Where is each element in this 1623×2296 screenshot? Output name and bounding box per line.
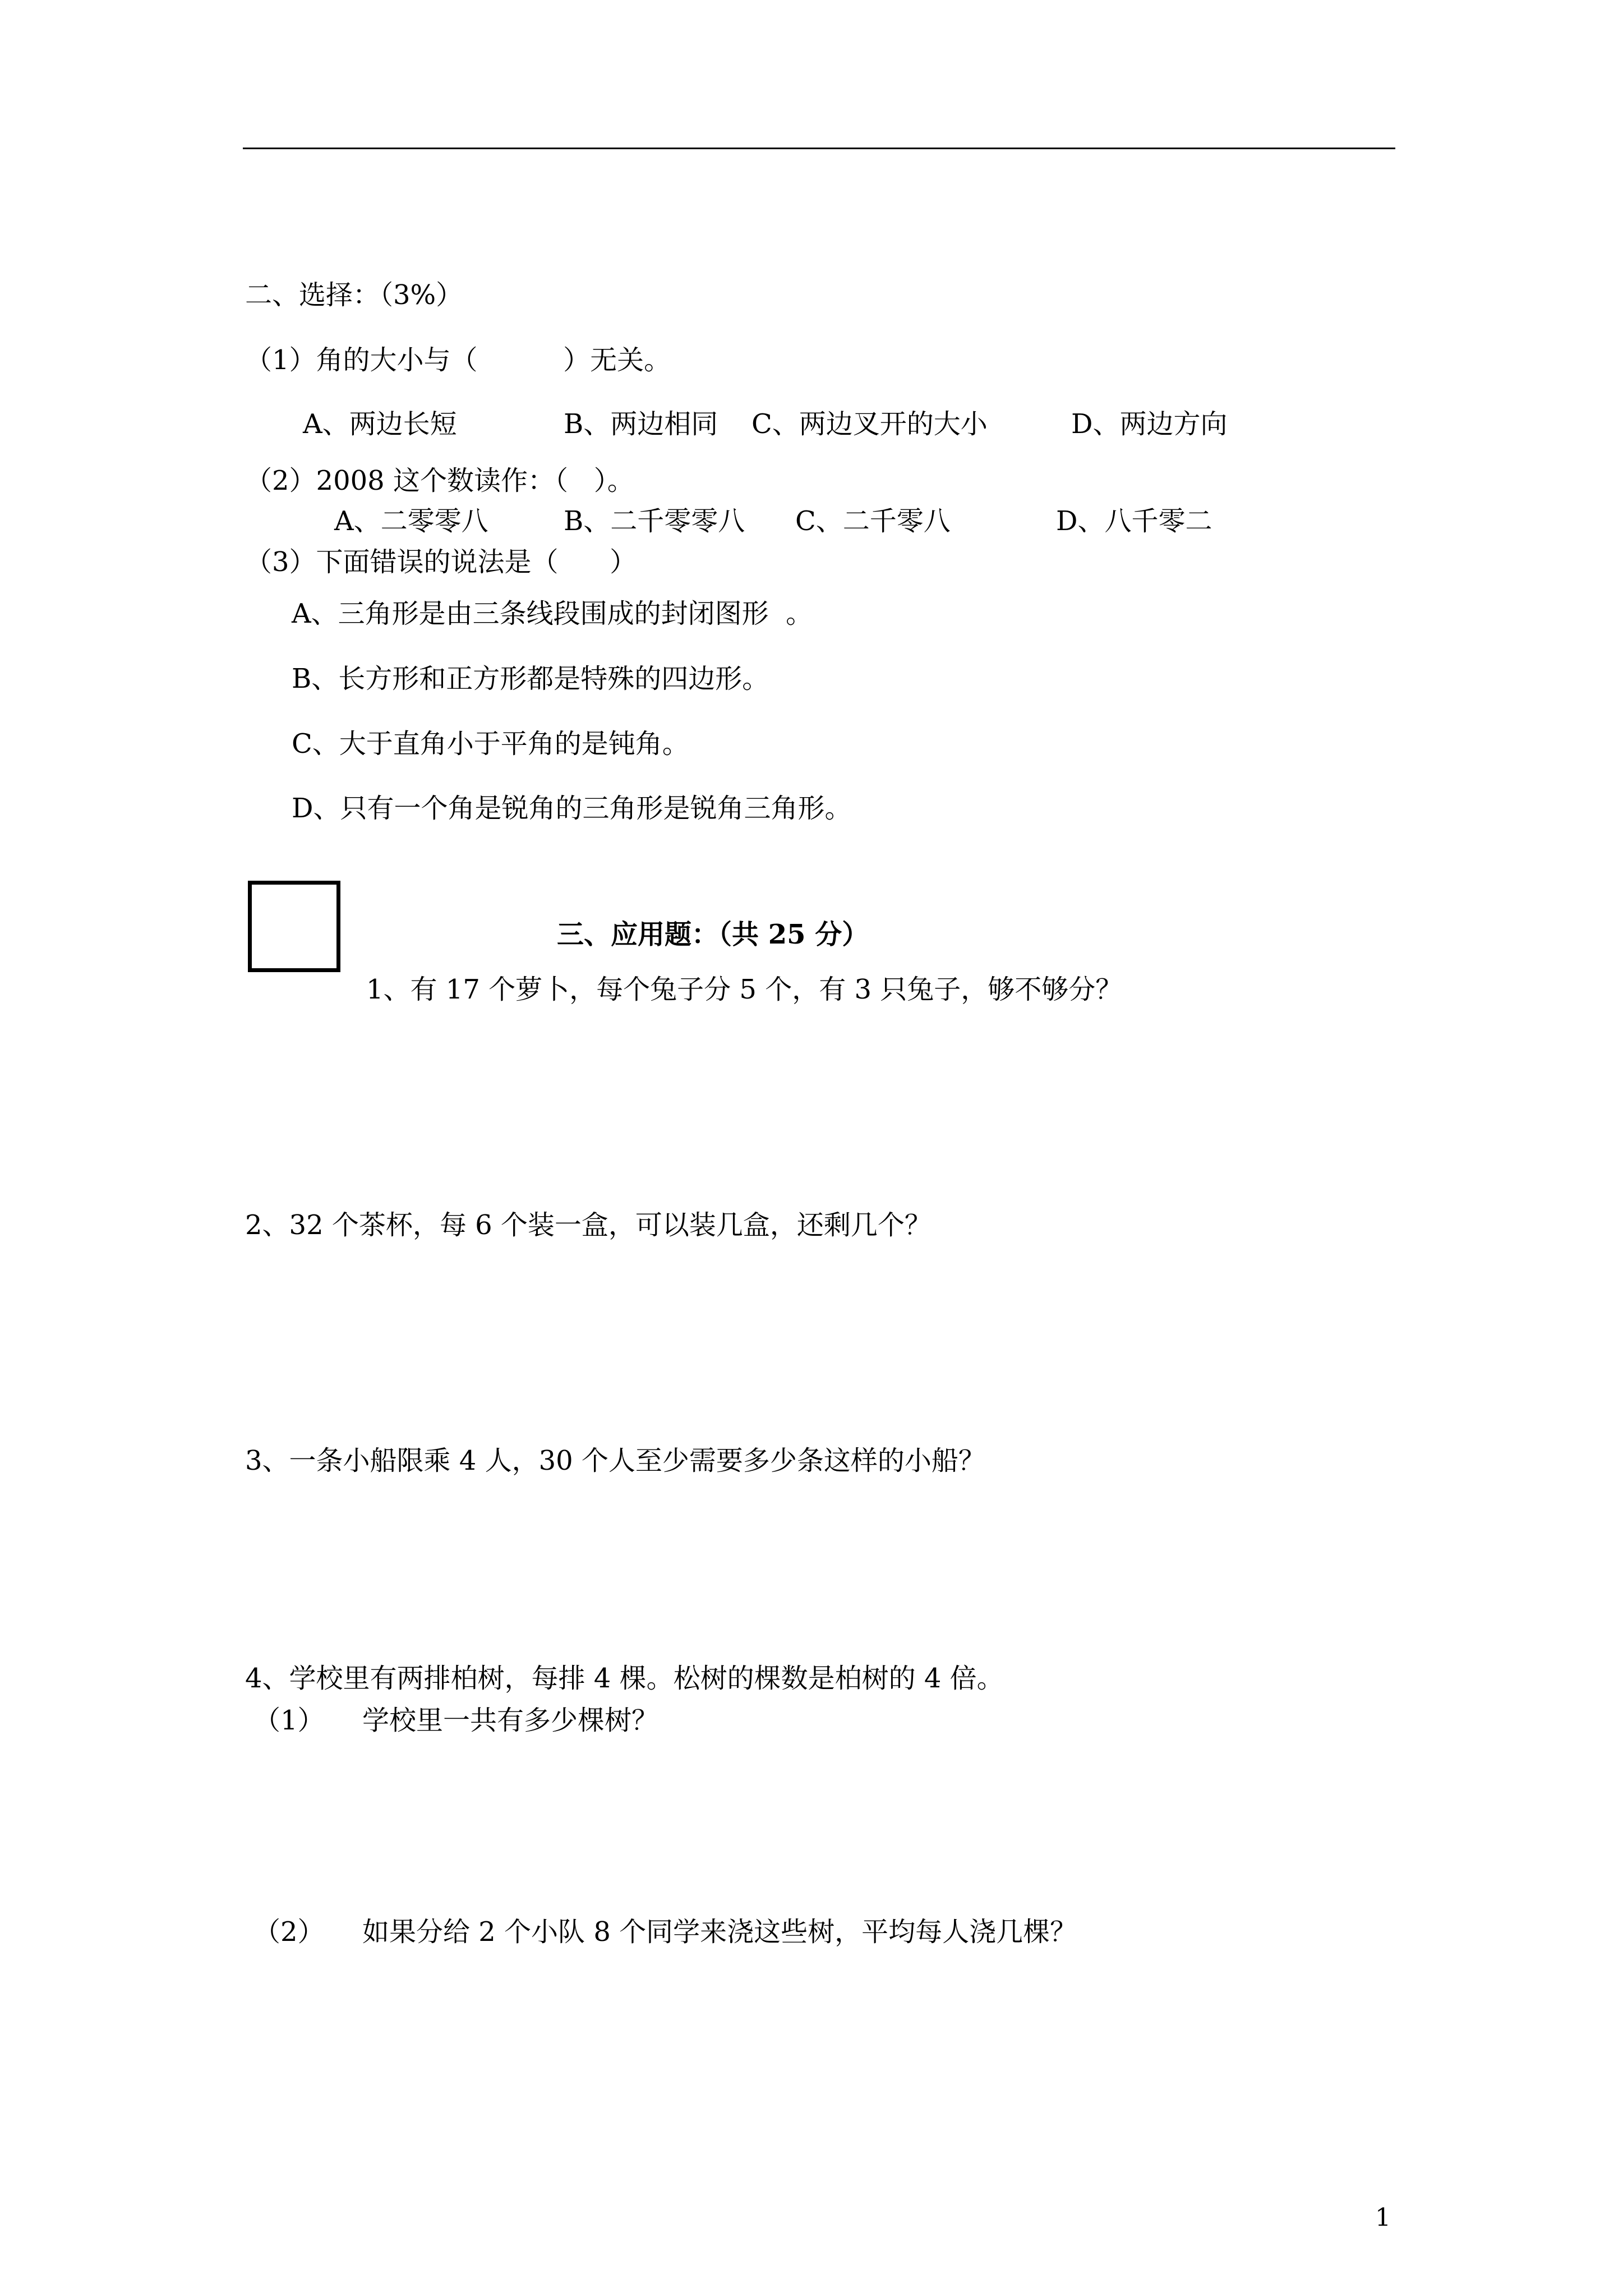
question-1-option-c: C、两边叉开的大小 — [751, 408, 988, 440]
question-1-option-b: B、两边相同 — [564, 408, 718, 440]
question-2-option-c: C、二千零八 — [795, 505, 951, 537]
question-2-option-d: D、八千零二 — [1056, 505, 1212, 537]
problem-4-sub-2-text: 如果分给 2 个小队 8 个同学来浇这些树，平均每人浇几棵？ — [362, 1916, 1077, 1948]
header-rule — [243, 148, 1395, 149]
problem-4-sub-2-number: （2） — [253, 1916, 325, 1948]
question-3-stem: （3）下面错误的说法是（ ） — [245, 546, 637, 578]
question-3-option-a: A、三角形是由三条线段围成的封闭图形 。 — [292, 598, 813, 629]
question-2-stem: （2）2008 这个数读作：（ ）。 — [245, 465, 634, 496]
problem-4-sub-1-number: （1） — [253, 1705, 325, 1736]
score-box — [248, 881, 340, 972]
section-2-heading: 二、选择：（3%） — [245, 279, 463, 311]
problem-4-stem: 4、学校里有两排柏树，每排 4 棵。松树的棵数是柏树的 4 倍。 — [245, 1663, 1004, 1694]
page-number: 1 — [1375, 2203, 1391, 2232]
question-1-stem: （1）角的大小与（ ）无关。 — [245, 344, 671, 376]
question-2-option-a: A、二零零八 — [334, 505, 488, 537]
problem-3: 3、一条小船限乘 4 人，30 个人至少需要多少条这样的小船？ — [245, 1445, 985, 1476]
problem-4-sub-1-text: 学校里一共有多少棵树？ — [362, 1705, 659, 1736]
question-1-option-d: D、两边方向 — [1071, 408, 1228, 440]
problem-2: 2、32 个茶杯，每 6 个装一盒，可以装几盒，还剩几个？ — [245, 1209, 932, 1241]
question-3-option-c: C、大于直角小于平角的是钝角。 — [292, 728, 689, 760]
section-3-heading: 三、应用题：（共 25 分） — [557, 919, 869, 950]
question-1-option-a: A、两边长短 — [303, 408, 457, 440]
question-3-option-b: B、长方形和正方形都是特殊的四边形。 — [292, 663, 769, 694]
question-3-option-d: D、只有一个角是锐角的三角形是锐角三角形。 — [292, 793, 852, 824]
problem-1: 1、有 17 个萝卜，每个兔子分 5 个，有 3 只兔子，够不够分？ — [366, 974, 1123, 1005]
question-2-option-b: B、二千零零八 — [564, 505, 745, 537]
